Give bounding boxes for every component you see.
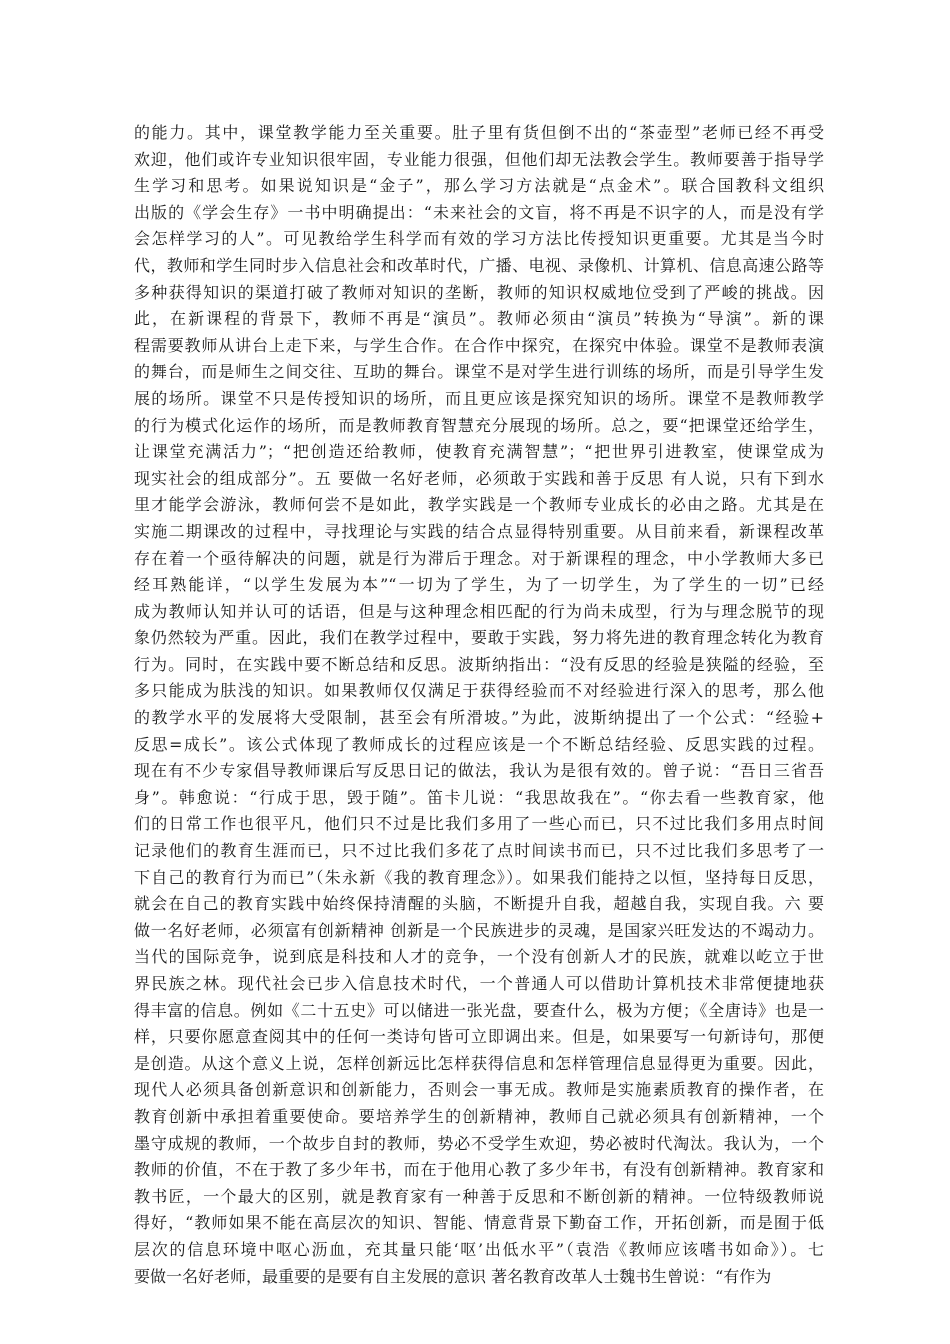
text-line: 让课堂充满活力”；“把创造还给教师，使教育充满智慧”；“把世界引进教室，使课堂成为 [134, 442, 824, 462]
text-line: 出版的《学会生存》一书中明确提出：“未来社会的文盲，将不再是不识字的人，而是没有学 [134, 202, 824, 222]
text-line: 层次的信息环境中呕心沥血，充其量只能‘呕’出低水平”（袁浩《教师应该嗜书如命》）。七 [134, 1239, 824, 1259]
text-line: 墨守成规的教师，一个故步自封的教师，势必不受学生欢迎，势必被时代淘汰。我认为，一个 [134, 1133, 824, 1153]
text-line: 们的日常工作也很平凡，他们只不过是比我们多用了一些心而已，只不过比我们多用点时间 [134, 814, 824, 834]
text-line: 做一名好老师，必须富有创新精神 创新是一个民族进步的灵魂，是国家兴旺发达的不竭动力。 [134, 920, 824, 940]
text-line: 多只能成为肤浅的知识。如果教师仅仅满足于获得经验而不对经验进行深入的思考，那么他 [134, 681, 824, 701]
text-line: 存在着一个亟待解决的问题，就是行为滞后于理念。对于新课程的理念，中小学教师大多已 [134, 548, 824, 568]
text-line: 的能力。其中，课堂教学能力至关重要。肚子里有货但倒不出的“茶壶型”老师已经不再受 [134, 123, 824, 142]
text-line: 要做一名好老师，最重要的是要有自主发展的意识 著名教育改革人士魏书生曾说：“有作为 [134, 1266, 772, 1286]
text-line: 教育创新中承担着重要使命。要培养学生的创新精神，教师自己就必须具有创新精神，一个 [134, 1106, 824, 1126]
text-line: 反思=成长”。该公式体现了教师成长的过程应该是一个不断总结经验、反思实践的过程。 [134, 734, 824, 754]
text-line: 就会在自己的教育实践中始终保持清醒的头脑，不断提升自我，超越自我，实现自我。六 要 [134, 894, 824, 914]
text-line: 程需要教师从讲台上走下来，与学生合作。在合作中探究，在探究中体验。课堂不是教师表演 [134, 335, 824, 355]
text-line: 代，教师和学生同时步入信息社会和改革时代，广播、电视、录像机、计算机、信息高速公路等 [134, 255, 824, 275]
text-line: 记录他们的教育生涯而已，只不过比我们多花了点时间读书而已，只不过比我们多思考了一 [134, 841, 824, 861]
text-line: 界民族之林。现代社会已步入信息技术时代，一个普通人可以借助计算机技术非常便捷地获 [134, 974, 824, 993]
text-line: 欢迎，他们或许专业知识很牢固，专业能力很强，但他们却无法教会学生。教师要善于指导学 [134, 149, 824, 169]
text-line: 身”。韩愈说：“行成于思，毁于随”。笛卡儿说：“我思故我在”。“你去看一些教育家，他 [134, 787, 824, 807]
text-line: 实施二期课改的过程中，寻找理论与实践的结合点显得特别重要。从目前来看，新课程改革 [134, 521, 824, 541]
text-line: 里才能学会游泳，教师何尝不是如此，教学实践是一个教师专业成长的必由之路。尤其是在 [134, 495, 824, 515]
text-line: 生学习和思考。如果说知识是“金子”，那么学习方法就是“点金术”。联合国教科文组织 [134, 176, 824, 196]
text-line: 教师的价值，不在于教了多少年书，而在于他用心教了多少年书，有没有创新精神。教育家和 [134, 1160, 824, 1180]
text-line: 的教学水平的发展将大受限制，甚至会有所滑坡。”为此，波斯纳提出了一个公式：“经验+ [134, 708, 824, 728]
text-line: 成为教师认知并认可的话语，但是与这种理念相匹配的行为尚未成型，行为与理念脱节的现 [134, 601, 824, 621]
text-line: 此，在新课程的背景下，教师不再是“演员”。教师必须由“演员”转换为“导演”。新的课 [134, 309, 824, 329]
text-line: 教书匠，一个最大的区别，就是教育家有一种善于反思和不断创新的精神。一位特级教师说 [134, 1186, 824, 1206]
text-line: 下自己的教育行为而已”（朱永新《我的教育理念》）。如果我们能持之以恒，坚持每日反思， [134, 867, 824, 887]
text-line: 的行为模式化运作的场所，而是教师教育智慧充分展现的场所。总之，要“把课堂还给学生， [134, 415, 824, 435]
text-line: 现在有不少专家倡导教师课后写反思日记的做法，我认为是很有效的。曾子说：“吾日三省吾 [134, 761, 824, 781]
text-line: 展的场所。课堂不只是传授知识的场所，而且更应该是探究知识的场所。课堂不是教师教学 [134, 388, 824, 408]
body-text [134, 120, 824, 1290]
text-line: 象仍然较为严重。因此，我们在教学过程中，要敢于实践，努力将先进的教育理念转化为教育 [134, 628, 824, 648]
text-line: 现代人必须具备创新意识和创新能力，否则会一事无成。教师是实施素质教育的操作者，在 [134, 1080, 824, 1100]
text-line: 得丰富的信息。例如《二十五史》可以储进一张光盘，要查什么，极为方便；《全唐诗》也是一 [134, 1000, 824, 1020]
text-line: 现实社会的组成部分”。五 要做一名好老师，必须敢于实践和善于反思 有人说，只有下到水 [134, 468, 824, 488]
text-line: 当代的国际竞争，说到底是科技和人才的竞争，一个没有创新人才的民族，就难以屹立于世 [134, 947, 824, 967]
text-line: 得好，“教师如果不能在高层次的知识、智能、情意背景下勤奋工作，开拓创新，而是囿于低 [134, 1213, 824, 1233]
text-line: 行为。同时，在实践中要不断总结和反思。波斯纳指出：“没有反思的经验是狭隘的经验，至 [134, 654, 824, 674]
text-line: 经耳熟能详，“以学生发展为本”“一切为了学生，为了一切学生，为了学生的一切”已经 [134, 575, 824, 595]
text-line: 的舞台，而是师生之间交往、互助的舞台。课堂不是对学生进行训练的场所，而是引导学生发 [134, 362, 824, 382]
text-line: 会怎样学习的人”。可见教给学生科学而有效的学习方法比传授知识更重要。尤其是当今时 [134, 229, 824, 249]
text-line: 多种获得知识的渠道打破了教师对知识的垄断，教师的知识权威地位受到了严峻的挑战。因 [134, 282, 824, 302]
text-line: 样，只要你愿意查阅其中的任何一类诗句皆可立即调出来。但是，如果要写一句新诗句，那便 [134, 1027, 824, 1047]
text-line: 是创造。从这个意义上说，怎样创新远比怎样获得信息和怎样管理信息显得更为重要。因此， [134, 1053, 824, 1073]
